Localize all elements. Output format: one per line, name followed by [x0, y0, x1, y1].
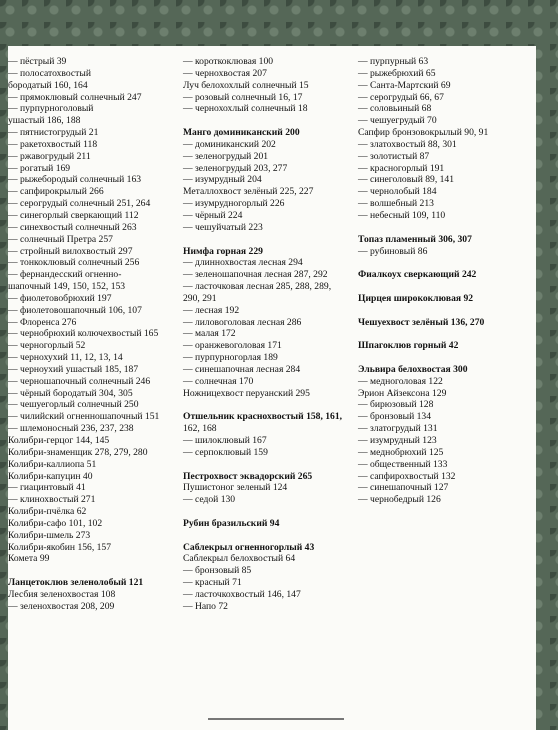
index-entry: — седой 130: [183, 494, 236, 506]
index-entry: — зеленогрудый 203, 277: [183, 162, 288, 174]
index-page: [8, 46, 536, 730]
index-entry: — серогрудый солнечный 251, 264: [8, 198, 151, 210]
index-entry: бородатый 160, 164: [8, 79, 88, 91]
entry-gap: [358, 328, 534, 340]
index-heading: Цирцея ширококлювая 92: [358, 292, 474, 304]
index-entry: — ласточковая лесная 285, 288, 289,: [183, 281, 332, 293]
index-entry: — серогрудый 66, 67: [358, 91, 444, 103]
index-entry: — золотистый 87: [358, 150, 430, 162]
index-entry: — рыжебрюхий 65: [358, 67, 436, 79]
index-entry: Колибри-пчёлка 62: [8, 506, 87, 518]
index-entry: — прямоклювый солнечный 247: [8, 91, 142, 103]
index-entry: — Флоренса 276: [8, 316, 77, 328]
index-entry: — чешуегорлый солнечный 250: [8, 399, 139, 411]
index-entry: Пушистоног зеленый 124: [183, 482, 288, 494]
index-entry: — красный 71: [183, 577, 242, 589]
entry-gap: [183, 399, 359, 411]
index-entry: — пятнистогрудый 21: [8, 127, 99, 139]
index-column-1: [8, 56, 183, 613]
index-entry: — зеленогрудый 201: [183, 150, 269, 162]
index-entry: 162, 168: [183, 423, 217, 435]
index-entry: — гиацинтовый 41: [8, 482, 86, 494]
index-entry: — сапфирохвостый 132: [358, 470, 456, 482]
entry-gap: [183, 459, 359, 471]
index-entry: — чешуйчатый 223: [183, 221, 263, 233]
index-entry: — чернолобый 184: [358, 186, 437, 198]
index-heading: Отшельник краснохвостый 158, 161,: [183, 411, 343, 423]
entry-gap: [358, 222, 534, 234]
index-entry: — шилоклювый 167: [183, 435, 267, 446]
index-entry: — меднобрюхий 125: [358, 446, 444, 458]
index-entry: Эрион Айзексона 129: [358, 387, 447, 399]
index-entry: — солнечная 170: [183, 375, 254, 387]
index-entry: — рогатый 169: [8, 162, 71, 174]
index-entry: — рыжебородый солнечный 163: [8, 174, 142, 186]
index-entry: — бирюзовый 128: [358, 399, 434, 411]
index-entry: — сапфирокрылый 266: [8, 186, 104, 198]
index-entry: — изумрудногорлый 226: [183, 198, 285, 210]
index-entry: Колибри-каллиопа 51: [8, 458, 97, 470]
index-entry: — чёрный 224: [183, 209, 243, 221]
index-entry: Лесбия зеленохвостая 108: [8, 588, 116, 600]
index-entry: — медноголовая 122: [358, 375, 443, 387]
index-entry: — пёстрый 39: [8, 56, 67, 67]
index-entry: — рубиновый 86: [358, 245, 428, 257]
index-heading: Манго доминиканский 200: [183, 127, 300, 139]
index-heading: Нимфа горная 229: [183, 245, 263, 257]
index-heading: Эльвира белохвостая 300: [358, 363, 468, 375]
index-entry: — соловьиный 68: [358, 103, 432, 115]
entry-gap: [358, 257, 534, 269]
index-entry: — Санта-Мартский 69: [358, 79, 451, 91]
entry-gap: [358, 352, 534, 364]
index-entry: — малая 172: [183, 328, 236, 340]
index-entry: — небесный 109, 110: [358, 209, 446, 221]
index-entry: — черноухий ушастый 185, 187: [8, 363, 139, 375]
index-entry: Колибри-знаменщик 278, 279, 280: [8, 446, 148, 458]
index-heading: Шпагоклюв горный 42: [358, 340, 459, 352]
index-entry: Комета 99: [8, 553, 50, 565]
entry-gap: [358, 305, 534, 317]
index-entry: — бронзовый 85: [183, 565, 252, 577]
index-entry: — бронзовый 134: [358, 411, 432, 423]
index-entry: — чернохвостая 207: [183, 67, 267, 79]
index-entry: Колибри-капуцин 40: [8, 470, 93, 482]
index-entry: — розовый солнечный 16, 17: [183, 91, 303, 103]
index-entry: — красногорлый 191: [358, 162, 445, 174]
index-entry: ушастый 186, 188: [8, 115, 81, 127]
index-entry: Сапфир бронзовокрылый 90, 91: [358, 127, 489, 139]
index-entry: Колибри-якобин 156, 157: [8, 541, 112, 553]
index-entry: — шлемоносный 236, 237, 238: [8, 423, 134, 435]
index-entry: — чернобрюхий колючехвостый 165: [8, 328, 159, 340]
index-entry: — общественный 133: [358, 458, 448, 470]
index-heading: Фиалкоух сверкающий 242: [358, 269, 477, 281]
index-entry: — златохвостый 88, 301: [358, 138, 457, 150]
index-entry: — синеголовый 89, 141: [358, 174, 455, 186]
index-entry: — златогрудый 131: [358, 423, 438, 435]
index-entry: — синешапочная лесная 284: [183, 363, 301, 375]
index-entry: 290, 291: [183, 292, 217, 304]
index-entry: — зеленошапочная лесная 287, 292: [183, 269, 328, 281]
index-entry: — чёрный бородатый 304, 305: [8, 387, 133, 399]
index-entry: шапочный 149, 150, 152, 153: [8, 281, 126, 293]
index-entry: — синешапочный 127: [358, 482, 449, 494]
index-entry: — солнечный Претра 257: [8, 233, 113, 245]
index-entry: — длиннохвостая лесная 294: [183, 257, 303, 269]
index-entry: Металлохвост зелёный 225, 227: [183, 186, 314, 198]
index-heading: Саблекрыл огненногорлый 43: [183, 541, 315, 553]
index-entry: — короткоклювая 100: [183, 56, 274, 67]
index-entry: — чернохухий 11, 12, 13, 14: [8, 352, 123, 364]
index-entry: — ракетохвостый 118: [8, 138, 98, 150]
index-entry: — пурпурный 63: [358, 56, 429, 67]
entry-gap: [183, 530, 359, 542]
index-entry: — черношапочный солнечный 246: [8, 375, 151, 387]
index-entry: Саблекрыл белохвостый 64: [183, 553, 296, 565]
index-entry: — полосатохвостый: [8, 67, 91, 79]
index-entry: — чешуегрудый 70: [358, 115, 437, 127]
entry-gap: [183, 234, 359, 246]
index-entry: — пурпурногорлая 189: [183, 352, 278, 364]
index-entry: — лесная 192: [183, 304, 240, 316]
index-entry: — ласточкохвостый 146, 147: [183, 588, 301, 600]
index-entry: — фиолетовошапочный 106, 107: [8, 304, 142, 316]
index-entry: — синехвостый солнечный 263: [8, 221, 137, 233]
index-entry: — синегорлый сверкающий 112: [8, 209, 139, 221]
index-entry: — черногорлый 52: [8, 340, 86, 352]
index-entry: Луч белохохлый солнечный 15: [183, 79, 309, 91]
index-heading: Топаз пламенный 306, 307: [358, 233, 472, 245]
index-entry: Колибри-шмель 273: [8, 529, 91, 541]
entry-gap: [358, 281, 534, 293]
index-entry: — изумрудный 123: [358, 435, 437, 446]
index-heading: Чешуехвост зелёный 136, 270: [358, 316, 485, 328]
entry-gap: [8, 565, 183, 577]
index-heading: Пестрохвост эквадорский 265: [183, 470, 313, 482]
index-entry: — чернохохлый солнечный 18: [183, 103, 308, 115]
entry-gap: [183, 115, 359, 127]
index-entry: — пурпурноголовый: [8, 103, 94, 115]
index-entry: — оранжевоголовая 171: [183, 340, 282, 352]
entry-gap: [183, 506, 359, 518]
index-entry: — изумрудный 204: [183, 174, 262, 186]
index-entry: Ножницехвост перуанский 295: [183, 387, 310, 399]
index-entry: — стройный вилохвостый 297: [8, 245, 133, 257]
index-heading: Рубин бразильский 94: [183, 517, 280, 529]
index-entry: Колибри-сафо 101, 102: [8, 517, 103, 529]
index-column-2: [183, 56, 359, 613]
index-entry: — зеленохвостая 208, 209: [8, 600, 115, 612]
index-entry: — ржавогрудый 211: [8, 150, 91, 162]
index-entry: — фернандесский огненно-: [8, 269, 122, 281]
index-entry: — доминиканский 202: [183, 138, 276, 150]
bottom-rule: [208, 718, 344, 720]
index-heading: Ланцетоклюв зеленолобый 121: [8, 577, 144, 589]
index-entry: — лиловоголовая лесная 286: [183, 316, 302, 328]
index-entry: — серпоклювый 159: [183, 446, 268, 458]
index-entry: — чилийский огненношапочный 151: [8, 411, 160, 423]
index-entry: — тонкоклювый солнечный 256: [8, 257, 140, 269]
index-entry: — Напо 72: [183, 600, 228, 612]
index-entry: — волшебный 213: [358, 198, 434, 210]
index-entry: — чернобедрый 126: [358, 494, 441, 506]
index-column-3: [358, 56, 534, 506]
index-entry: Колибри-герцог 144, 145: [8, 435, 110, 446]
index-entry: — фиолетовобрюхий 197: [8, 292, 112, 304]
index-entry: — клинохвостый 271: [8, 494, 96, 506]
